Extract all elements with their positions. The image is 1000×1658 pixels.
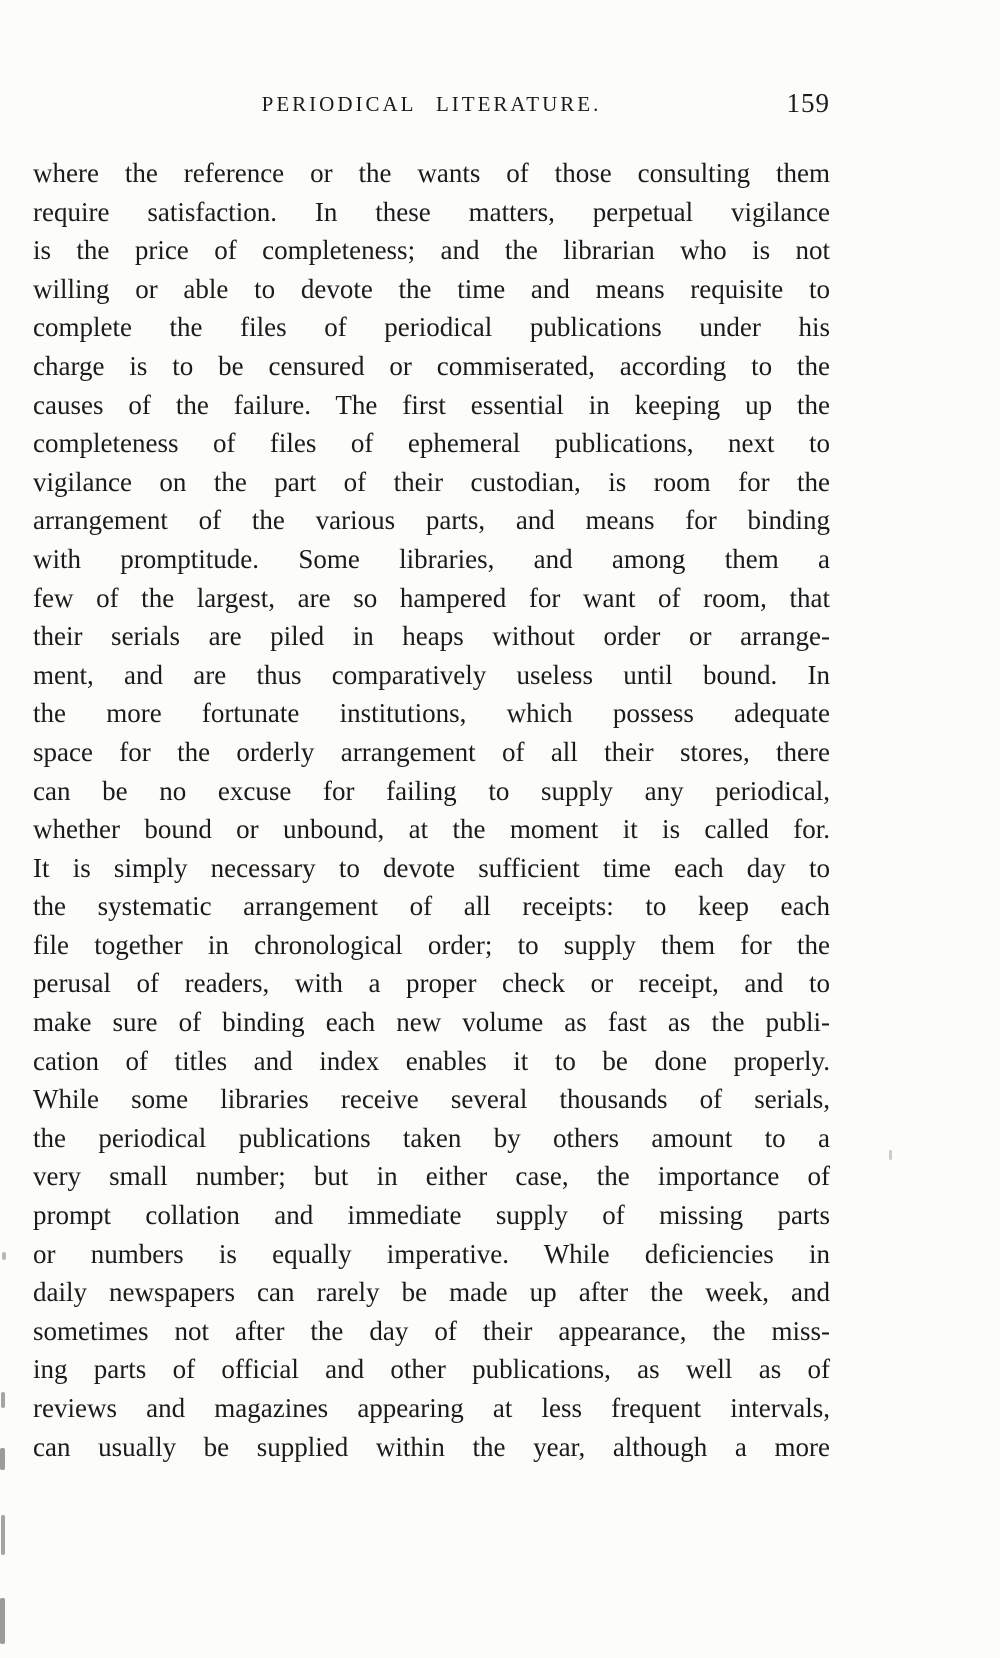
text-line: vigilance on the part of their custodian, is room for the	[33, 466, 830, 497]
text-line: It is simply necessary to devote sufficient time each day to	[33, 852, 830, 883]
text-line: can be no excuse for failing to supply any periodical,	[33, 775, 830, 806]
text-line: perusal of readers, with a proper check or receipt, and to	[33, 968, 830, 999]
text-line: file together in chronological order; to supply them for the	[33, 929, 830, 960]
text-line: ment, and are thus comparatively useless until bound. In	[33, 659, 830, 690]
text-line: daily newspapers can rarely be made up after the week, and	[33, 1277, 830, 1308]
text-line: the periodical publications taken by others amount to a	[33, 1122, 830, 1153]
text-line: with promptitude. Some libraries, and among them a	[33, 543, 830, 574]
text-line: make sure of binding each new volume as fast as the publi-	[33, 1007, 830, 1038]
text-column	[33, 88, 830, 1466]
text-line: can usually be supplied within the year, although a more	[33, 1431, 830, 1462]
text-line: the systematic arrangement of all receipts: to keep each	[33, 891, 830, 922]
text-line: willing or able to devote the time and means requisite to	[33, 273, 830, 304]
text-line: is the price of completeness; and the librarian who is not	[33, 235, 830, 266]
text-line: complete the files of periodical publications under his	[33, 312, 830, 343]
scan-artifact	[0, 1448, 5, 1470]
scan-artifact	[2, 1252, 6, 1260]
scan-artifact	[0, 1598, 5, 1644]
scan-artifact	[889, 1150, 892, 1160]
text-line: sometimes not after the day of their appearance, the miss-	[33, 1315, 830, 1346]
text-line: whether bound or unbound, at the moment it is called for.	[33, 814, 830, 845]
page-header	[33, 88, 830, 122]
text-line: reviews and magazines appearing at less frequent intervals,	[33, 1393, 830, 1423]
text-line: arrangement of the various parts, and means for binding	[33, 505, 830, 536]
page-number: 159	[786, 88, 830, 118]
text-line: space for the orderly arrangement of all their stores, there	[33, 736, 830, 767]
text-line: charge is to be censured or commiserated, according to the	[33, 350, 830, 381]
text-line: their serials are piled in heaps without order or arrange-	[33, 621, 830, 652]
body-text	[33, 154, 830, 1466]
text-line: very small number; but in either case, the importance of	[33, 1161, 830, 1192]
text-line: ing parts of official and other publications, as well as of	[33, 1354, 830, 1385]
text-line: the more fortunate institutions, which possess adequate	[33, 698, 830, 729]
text-line: causes of the failure. The first essential in keeping up the	[33, 389, 830, 420]
running-title: PERIODICAL LITERATURE.	[261, 92, 602, 116]
text-line: cation of titles and index enables it to be done properly.	[33, 1045, 830, 1076]
scan-artifact	[1, 1392, 5, 1408]
text-line: few of the largest, are so hampered for want of room, that	[33, 582, 830, 613]
text-line: prompt collation and immediate supply of missing parts	[33, 1200, 830, 1231]
text-line: require satisfaction. In these matters, perpetual vigilance	[33, 196, 830, 227]
scan-artifact	[1, 1515, 5, 1555]
text-line: While some libraries receive several thousands of serials,	[33, 1084, 830, 1115]
text-line: where the reference or the wants of those consulting them	[33, 158, 830, 188]
text-line: completeness of files of ephemeral publications, next to	[33, 428, 830, 459]
text-line: or numbers is equally imperative. While deficiencies in	[33, 1238, 830, 1269]
